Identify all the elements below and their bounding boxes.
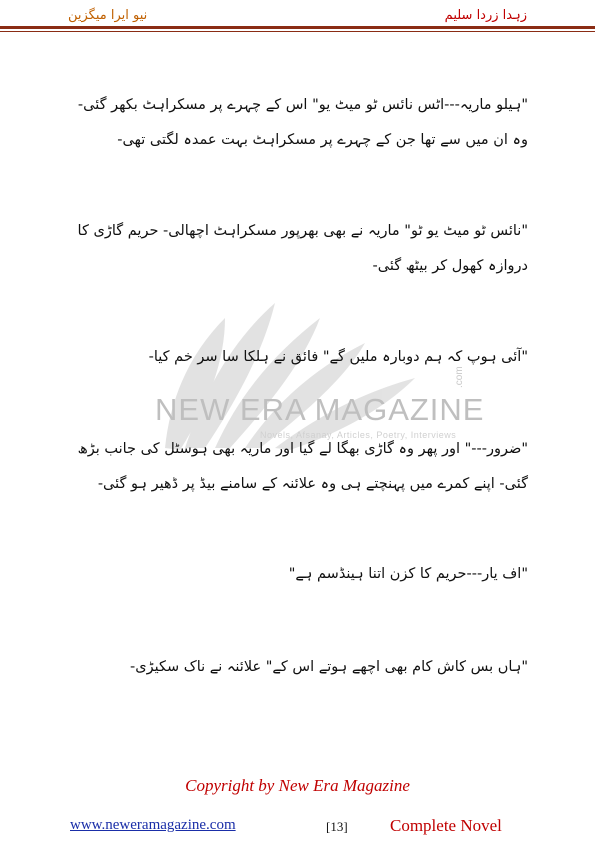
website-link[interactable]: www.neweramagazine.com xyxy=(70,817,236,833)
author-name: زہدا زردا سلیم xyxy=(444,8,527,23)
novel-label: Complete Novel xyxy=(390,816,502,835)
paragraph-6: "ہاں بس کاش کام بھی اچھے ہوتے اس کے" علائنہ نے ناک سکیڑی- xyxy=(130,659,528,675)
paragraph-1: "ہیلو ماریہ---اٹس نائس ٹو میٹ یو" اس کے چہرے پر مسکراہٹ بکھر گئی- وہ ان میں سے تھا جن کے چہرے پر مسکراہٹ بہت عمدہ لگتی تھی- xyxy=(77,97,528,148)
copyright-notice: Copyright by New Era Magazine xyxy=(185,776,410,795)
paragraph-2: "نائس ٹو میٹ یو ٹو" ماریہ نے بھی بھرپور مسکراہٹ اچھالی- حریم گاڑی کا دروازہ کھول کر بیٹھ گئی- xyxy=(77,223,528,274)
header-divider-thin xyxy=(0,31,595,32)
magazine-name: نیو ایرا میگزین xyxy=(68,8,148,23)
paragraph-4: "ضرور---" اور پھر وہ گاڑی بھگا لے گیا اور ماریہ بھی ہوسٹل کی جانب بڑھ گئی- اپنے کمرے میں پہنچتے ہی وہ علائنہ کے سامنے بیڈ پر ڈھیر ہو گئی- xyxy=(77,441,528,492)
paragraph-3: "آئی ہوپ کہ ہم دوبارہ ملیں گے" فائق نے ہلکا سا سر خم کیا- xyxy=(148,349,528,365)
watermark-title: NEW ERA MAGAZINE xyxy=(155,392,485,427)
paragraph-5: "اف یار---حریم کا کزن اتنا ہینڈسم ہے" xyxy=(288,566,528,582)
watermark-tagline: Novels, Afsanay, Articles, Poetry, Interviews xyxy=(260,430,457,440)
header-divider-thick xyxy=(0,26,595,29)
watermark-suffix: .com xyxy=(454,366,465,388)
page-number: [13] xyxy=(326,819,348,834)
